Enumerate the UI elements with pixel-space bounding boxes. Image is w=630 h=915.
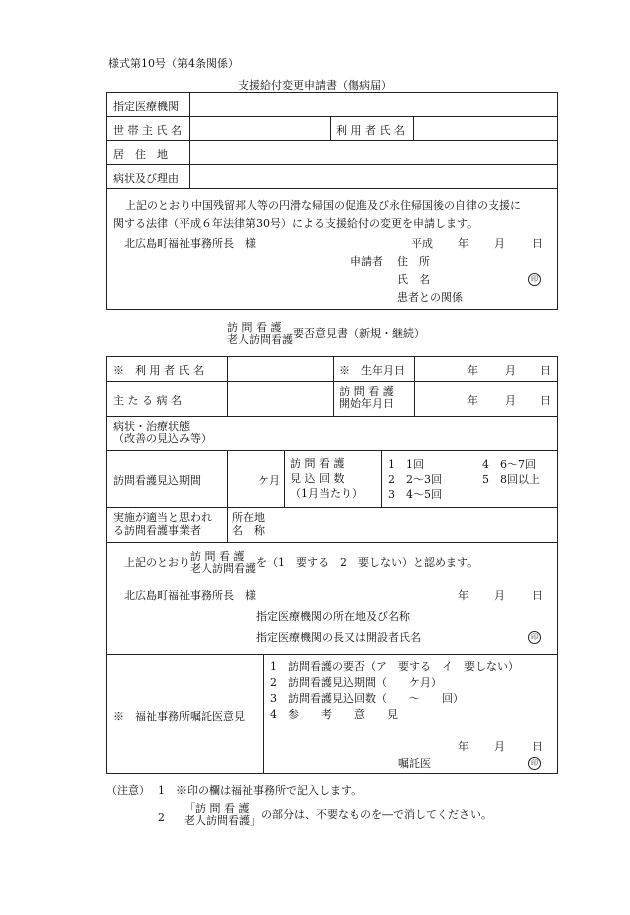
frequency-option-3[interactable]: 3 4～5回 xyxy=(388,488,442,501)
opinion-day: 日 xyxy=(532,589,543,602)
start-year: 年 xyxy=(467,394,478,407)
commission-item-4: 4 参 考 意 見 xyxy=(270,708,398,721)
note-label: （注意） xyxy=(106,784,150,797)
birth-year: 年 xyxy=(467,364,478,377)
provider-fields-label: 所在地 名 称 xyxy=(232,511,265,537)
note-2-number: 2 xyxy=(158,811,165,824)
condition-treatment-label: 病状・治療状態 （改善の見込み等） xyxy=(113,420,212,445)
user-name-field[interactable] xyxy=(415,118,555,138)
frequency-option-5[interactable]: 5 8回以上 xyxy=(482,473,540,486)
frequency-option-4[interactable]: 4 6～7回 xyxy=(482,458,536,471)
frequency-option-1[interactable]: 1 1回 xyxy=(388,458,424,471)
commission-item-2: 2 訪問看護見込期間（ ケ月） xyxy=(270,676,442,689)
date-day: 日 xyxy=(532,237,543,250)
applicant-address-label: 住 所 xyxy=(397,255,430,268)
applicant-seal: 印 xyxy=(528,271,541,286)
form-title: 支援給付変更申請書（傷病届） xyxy=(238,79,392,92)
date-month: 月 xyxy=(494,237,505,250)
birth-month: 月 xyxy=(505,364,516,377)
user-name-row-label: ※ 利 用 者 氏 名 xyxy=(113,364,204,377)
note-1: 1 ※印の欄は福祉事務所で記入します。 xyxy=(158,784,363,797)
user-name-label: 利 用 者 氏 名 xyxy=(336,124,405,137)
commission-month: 月 xyxy=(494,740,505,753)
visit-start-date-label: 訪 問 看 護 開始年月日 xyxy=(339,385,394,410)
institution-head-label: 指定医療機関の長又は開設者氏名 xyxy=(256,631,421,644)
note-2: 「訪 問 看 護 老人訪問看護」の部分は、不要なものを―で消してください。 xyxy=(184,802,492,827)
commission-day: 日 xyxy=(532,740,543,753)
commission-item-1: 1 訪問看護の要否（ア 要する イ 要しない） xyxy=(270,660,519,673)
commission-doctor-name-label: 嘱託医 xyxy=(398,757,431,770)
patient-relation-label: 患者との関係 xyxy=(397,291,463,304)
visit-period-unit: ケ月 xyxy=(258,474,280,487)
institution-seal: 印 xyxy=(528,629,541,644)
householder-name-label: 世 帯 主 氏 名 xyxy=(113,124,182,137)
form-number: 様式第10号（第4条関係） xyxy=(108,57,239,70)
user-name-input[interactable] xyxy=(229,358,331,379)
start-month: 月 xyxy=(505,394,516,407)
main-disease-label: 主 た る 病 名 xyxy=(113,394,182,407)
householder-name-field[interactable] xyxy=(191,118,329,138)
statement-line-2: 関する法律（平成６年法律第30号）による支援給付の変更を申請します。 xyxy=(113,217,479,230)
medical-institution-label: 指定医療機関 xyxy=(113,100,179,113)
opinion-month: 月 xyxy=(494,589,505,602)
date-year: 年 xyxy=(458,237,469,250)
opinion-statement: 上記のとおり訪 問 看 護 老人訪問看護を（1 要する 2 要しない）と認めます。 xyxy=(124,550,479,575)
provider-label: 実施が適当と思われ る訪問看護事業者 xyxy=(113,511,212,537)
condition-treatment-input[interactable] xyxy=(229,418,555,448)
addressee: 北広島町福祉事務所長 様 xyxy=(124,237,256,250)
visit-frequency-label: 訪 問 看 護 見 込 回 数 （1月当たり） xyxy=(290,457,363,500)
main-disease-input[interactable] xyxy=(229,383,331,414)
birth-date-label: ※ 生年月日 xyxy=(339,364,405,377)
applicant-label: 申請者 xyxy=(350,255,383,268)
opinion-form-title: 訪 問 看 護 老人訪問看護要否意見書（新規・継続） xyxy=(227,321,425,346)
opinion-addressee: 北広島町福祉事務所長 様 xyxy=(124,589,256,602)
statement-line-1: 上記のとおり中国残留邦人等の円滑な帰国の促進及び永住帰国後の自律の支援に xyxy=(125,199,521,212)
frequency-option-2[interactable]: 2 2～3回 xyxy=(388,473,442,486)
residence-label: 居 住 地 xyxy=(113,148,168,161)
applicant-name-label: 氏 名 xyxy=(397,273,430,286)
commission-year: 年 xyxy=(458,740,469,753)
opinion-year: 年 xyxy=(458,589,469,602)
birth-day: 日 xyxy=(540,364,551,377)
condition-reason-label: 病状及び理由 xyxy=(113,172,179,185)
doctor-seal: 印 xyxy=(528,755,541,770)
commission-item-3: 3 訪問看護見込回数（ ～ 回） xyxy=(270,692,464,705)
commission-doctor-label: ※ 福祉事務所嘱託医意見 xyxy=(113,710,245,723)
institution-address-label: 指定医療機関の所在地及び名称 xyxy=(256,610,410,623)
visit-period-label: 訪問看護見込期間 xyxy=(113,474,201,487)
date-era: 平成 xyxy=(411,237,433,250)
start-day: 日 xyxy=(540,394,551,407)
